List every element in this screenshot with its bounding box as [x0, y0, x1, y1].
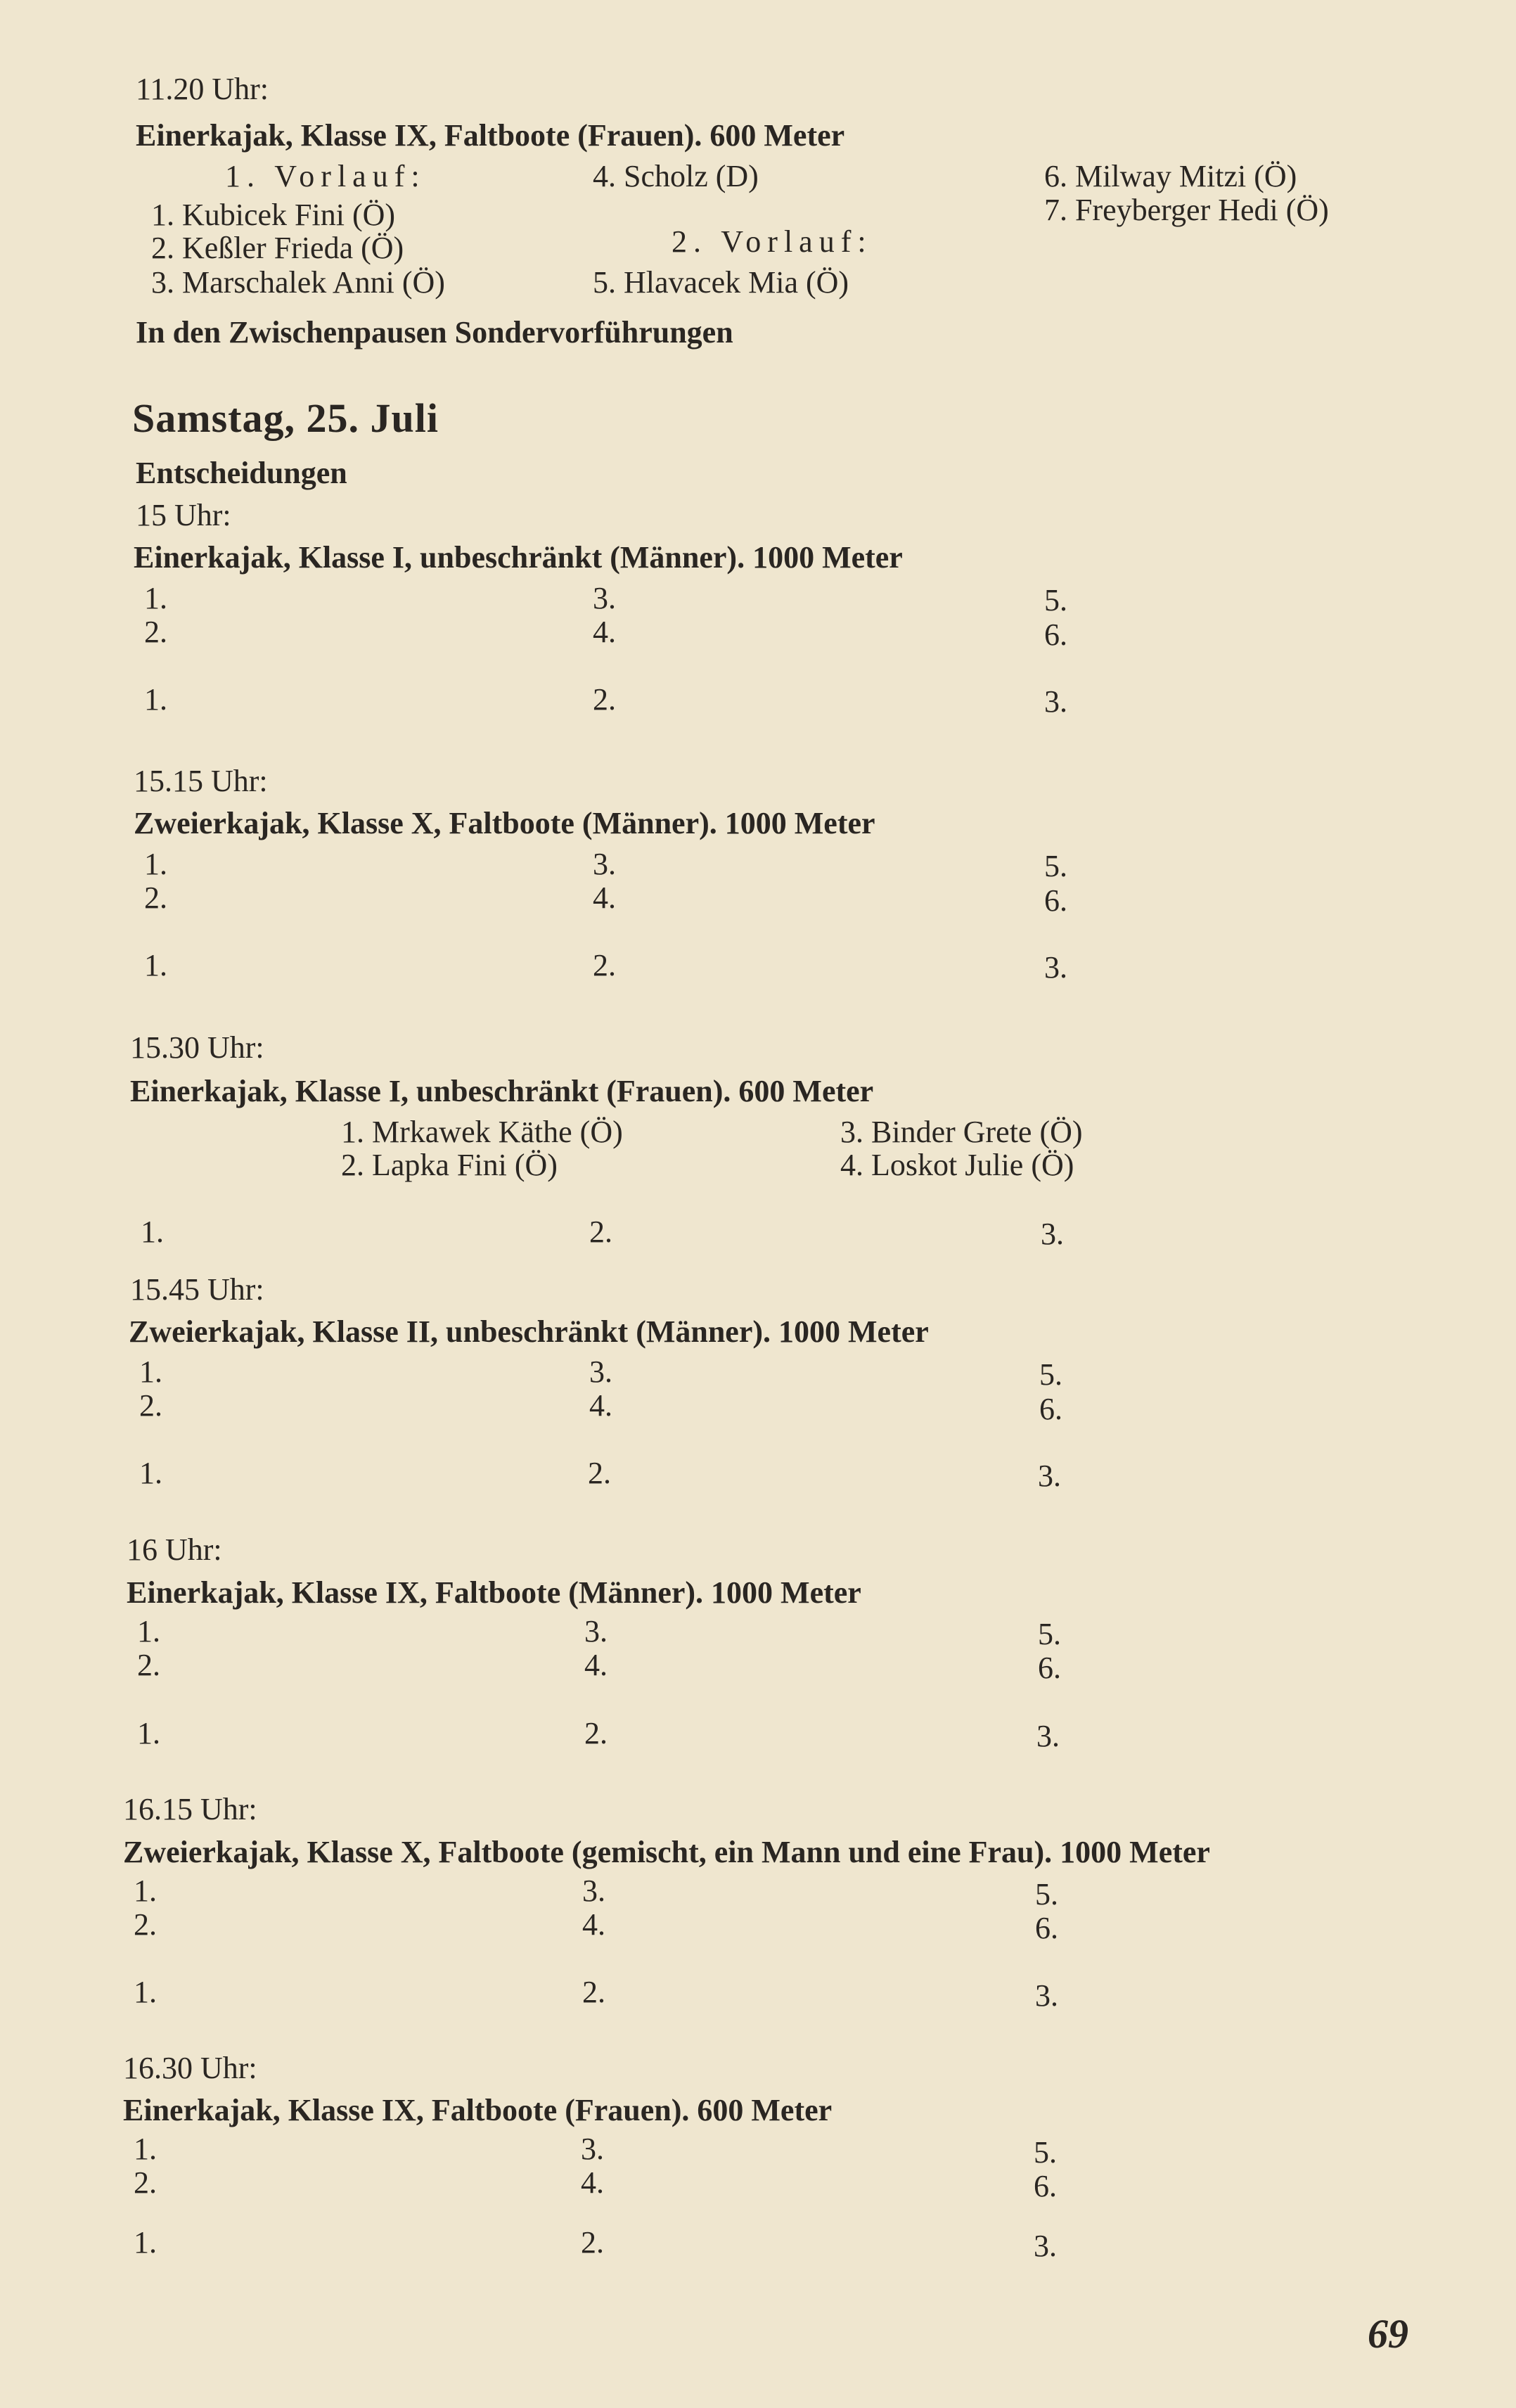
event-title: Einerkajak, Klasse I, unbeschränkt (Frauen). 600 Meter [130, 1074, 874, 1108]
place-slot: 2. [134, 1907, 157, 1942]
place-slot: 1. [134, 1874, 157, 1908]
result-slot: 3. [1044, 684, 1067, 719]
place-slot: 3. [584, 1614, 608, 1648]
place-slot: 6. [1038, 1651, 1061, 1685]
entry: 1. Mrkawek Käthe (Ö) [341, 1115, 623, 1149]
place-slot: 2. [144, 615, 167, 649]
event-title: Einerkajak, Klasse I, unbeschränkt (Männer). 1000 Meter [134, 540, 903, 575]
place-slot: 4. [581, 2165, 604, 2200]
result-slot: 3. [1035, 1978, 1058, 2013]
place-slot: 5. [1038, 1617, 1061, 1651]
place-slot: 2. [137, 1648, 160, 1682]
result-slot: 3. [1038, 1459, 1061, 1493]
place-slot: 3. [593, 847, 616, 881]
place-slot: 3. [582, 1874, 605, 1908]
entry: 1. Kubicek Fini (Ö) [151, 198, 396, 232]
place-slot: 3. [581, 2132, 604, 2166]
result-slot: 3. [1036, 1719, 1060, 1753]
entry: 2. Keßler Frieda (Ö) [151, 231, 404, 265]
place-slot: 1. [144, 581, 167, 615]
result-slot: 2. [581, 2225, 604, 2260]
entry: 3. Binder Grete (Ö) [840, 1115, 1083, 1149]
event-title: Einerkajak, Klasse IX, Faltboote (Frauen). 600 Meter [123, 2093, 833, 2127]
event-time: 15 Uhr: [136, 498, 231, 532]
heat-label: 1. Vorlauf: [225, 159, 426, 193]
event-title: Einerkajak, Klasse IX, Faltboote (Männer). 1000 Meter [127, 1575, 861, 1610]
result-slot: 2. [593, 682, 616, 717]
place-slot: 6. [1035, 1911, 1058, 1945]
place-slot: 5. [1034, 2135, 1057, 2170]
result-slot: 1. [134, 1975, 157, 2009]
event-time: 16.15 Uhr: [123, 1792, 257, 1826]
entry: 4. Loskot Julie (Ö) [840, 1148, 1074, 1182]
place-slot: 3. [593, 581, 616, 615]
place-slot: 6. [1044, 617, 1067, 652]
result-slot: 2. [584, 1716, 608, 1750]
day-subheading: Entscheidungen [136, 456, 347, 490]
place-slot: 4. [593, 880, 616, 915]
place-slot: 4. [584, 1648, 608, 1682]
place-slot: 4. [582, 1907, 605, 1942]
heat-label: 2. Vorlauf: [672, 224, 873, 259]
place-slot: 1. [134, 2132, 157, 2166]
entry: 7. Freyberger Hedi (Ö) [1044, 193, 1329, 227]
place-slot: 6. [1034, 2169, 1057, 2203]
entry: 3. Marschalek Anni (Ö) [151, 265, 445, 300]
place-slot: 1. [139, 1354, 162, 1389]
place-slot: 1. [144, 847, 167, 881]
place-slot: 4. [589, 1388, 612, 1423]
result-slot: 1. [141, 1215, 164, 1249]
event-time: 16.30 Uhr: [123, 2051, 257, 2085]
entry: 5. Hlavacek Mia (Ö) [593, 265, 849, 300]
entry: 2. Lapka Fini (Ö) [341, 1148, 558, 1182]
place-slot: 6. [1044, 883, 1067, 918]
result-slot: 2. [588, 1456, 611, 1490]
page-number: 69 [1368, 2311, 1408, 2357]
result-slot: 3. [1034, 2229, 1057, 2263]
note: In den Zwischenpausen Sondervorführungen [136, 315, 733, 350]
result-slot: 1. [144, 682, 167, 717]
event-time: 16 Uhr: [127, 1532, 222, 1567]
event-title: Zweierkajak, Klasse X, Faltboote (Männer). 1000 Meter [134, 806, 875, 840]
place-slot: 5. [1035, 1877, 1058, 1911]
event-time: 15.15 Uhr: [134, 764, 268, 798]
place-slot: 2. [134, 2165, 157, 2200]
result-slot: 2. [589, 1215, 612, 1249]
place-slot: 2. [139, 1388, 162, 1423]
result-slot: 3. [1041, 1217, 1064, 1251]
result-slot: 2. [582, 1975, 605, 2009]
place-slot: 3. [589, 1354, 612, 1389]
result-slot: 1. [134, 2225, 157, 2260]
place-slot: 6. [1039, 1392, 1062, 1426]
place-slot: 1. [137, 1614, 160, 1648]
entry: 4. Scholz (D) [593, 159, 759, 193]
place-slot: 2. [144, 880, 167, 915]
event-title: Zweierkajak, Klasse II, unbeschränkt (Männer). 1000 Meter [129, 1314, 929, 1349]
result-slot: 1. [144, 948, 167, 982]
place-slot: 4. [593, 615, 616, 649]
event-title: Zweierkajak, Klasse X, Faltboote (gemischt, ein Mann und eine Frau). 1000 Meter [123, 1835, 1210, 1869]
event-title: Einerkajak, Klasse IX, Faltboote (Frauen). 600 Meter [136, 118, 845, 153]
result-slot: 1. [139, 1456, 162, 1490]
day-heading: Samstag, 25. Juli [132, 395, 439, 441]
place-slot: 5. [1044, 583, 1067, 617]
result-slot: 1. [137, 1716, 160, 1750]
event-time: 15.30 Uhr: [130, 1030, 264, 1065]
entry: 6. Milway Mitzi (Ö) [1044, 159, 1297, 193]
result-slot: 2. [593, 948, 616, 982]
place-slot: 5. [1039, 1357, 1062, 1392]
event-time: 11.20 Uhr: [136, 72, 269, 106]
place-slot: 5. [1044, 849, 1067, 883]
result-slot: 3. [1044, 950, 1067, 985]
event-time: 15.45 Uhr: [130, 1272, 264, 1307]
